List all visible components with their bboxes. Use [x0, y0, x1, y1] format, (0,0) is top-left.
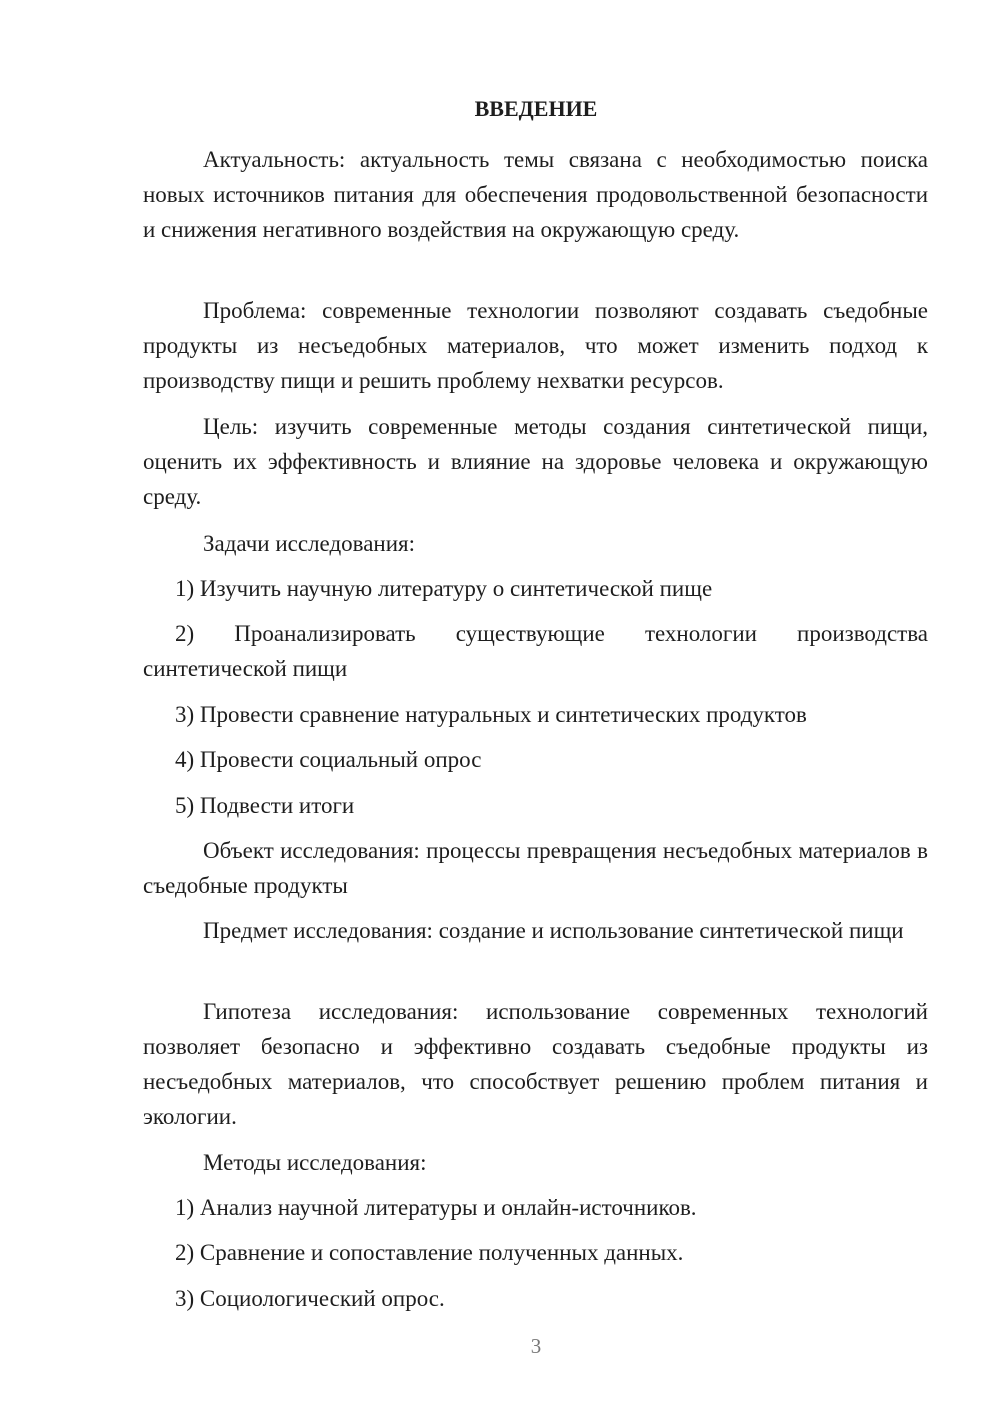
task-item-5: 5) Подвести итоги: [175, 793, 355, 818]
task-item-2: 2) Проанализировать существующие технологии производства синтетической пищи: [143, 621, 928, 681]
method-item-1: 1) Анализ научной литературы и онлайн-источников.: [175, 1195, 697, 1220]
page-number: 3: [530, 1334, 542, 1358]
method-item-3: 3) Социологический опрос.: [175, 1286, 445, 1311]
hypothesis-paragraph: Гипотеза исследования: использование современных технологий позволяет безопасно и эффективно создавать съедобные продукты из несъедобных материалов, что способствует решению проблем питания и экологии.: [143, 999, 928, 1129]
task-item-1: 1) Изучить научную литературу о синтетической пище: [175, 576, 713, 601]
page-title: ВВЕДЕНИЕ: [474, 96, 598, 121]
subject-paragraph: Предмет исследования: создание и использование синтетической пищи: [203, 918, 904, 943]
task-item-3: 3) Провести сравнение натуральных и синтетических продуктов: [175, 702, 807, 727]
tasks-heading: Задачи исследования:: [203, 531, 416, 556]
problem-paragraph: Проблема: современные технологии позволяют создавать съедобные продукты из несъедобных материалов, что может изменить подход к производству пищи и решить проблему нехватки ресурсов.: [143, 298, 928, 393]
goal-paragraph: Цель: изучить современные методы создания синтетической пищи, оценить их эффективность и влияние на здоровье человека и окружающую среду.: [143, 414, 928, 509]
object-paragraph: Объект исследования: процессы превращения несъедобных материалов в съедобные продукты: [143, 838, 928, 898]
methods-heading: Методы исследования:: [203, 1150, 427, 1175]
method-item-2: 2) Сравнение и сопоставление полученных данных.: [175, 1240, 684, 1265]
relevance-paragraph: Актуальность: актуальность темы связана с необходимостью поиска новых источников питания для обеспечения продовольственной безопасности и снижения негативного воздействия на окружающую среду.: [143, 147, 928, 242]
task-item-4: 4) Провести социальный опрос: [175, 747, 482, 772]
